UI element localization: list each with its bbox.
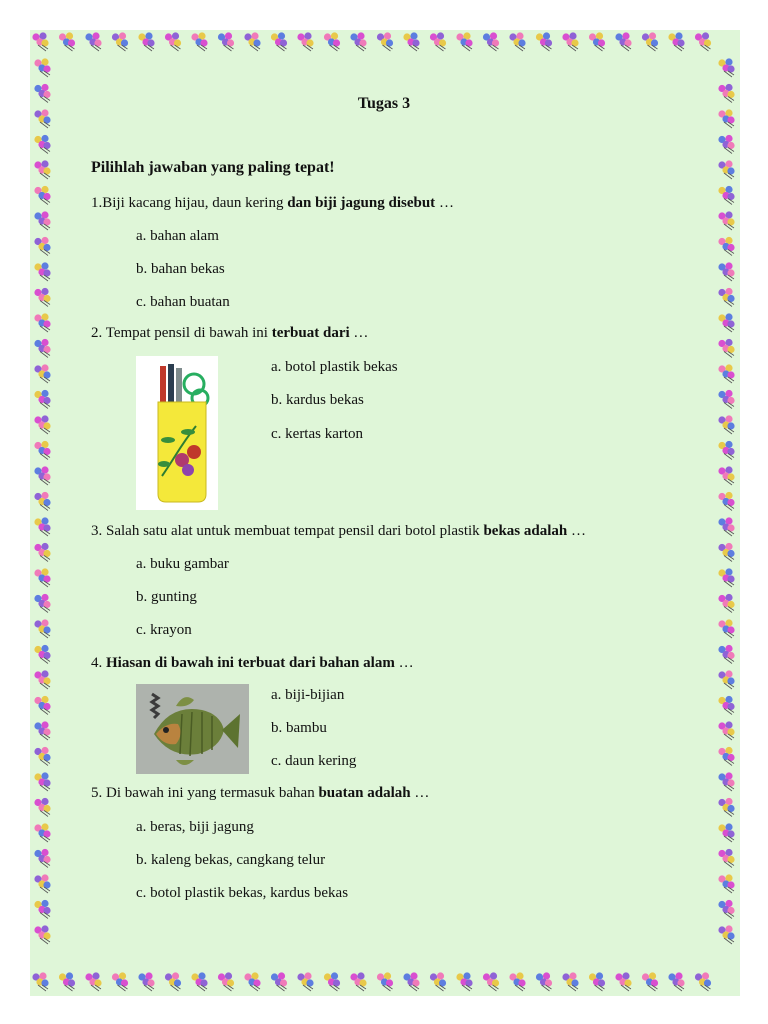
q3-option-a: a. buku gambar [136, 556, 229, 572]
q4-option-a: a. biji-bijian [271, 687, 345, 703]
leaf-fish-craft-image [136, 684, 249, 774]
worksheet-title: Tugas 3 [357, 95, 411, 112]
q5-option-c: c. botol plastik bekas, kardus bekas [136, 885, 349, 901]
q3-option-c: c. krayon [136, 622, 192, 638]
q4-option-b: b. bambu [271, 720, 327, 736]
question-1: 1.Biji kacang hijau, daun kering dan biji jagung disebut … [91, 195, 454, 211]
q1-option-c: c. bahan buatan [136, 294, 230, 310]
question-2: 2. Tempat pensil di bawah ini terbuat dari … [91, 325, 369, 341]
q1-option-a: a. bahan alam [136, 228, 219, 244]
question-3: 3. Salah satu alat untuk membuat tempat pensil dari botol plastik bekas adalah … [91, 523, 586, 539]
q3-option-b: b. gunting [136, 589, 197, 605]
q4-option-c: c. daun kering [271, 753, 357, 769]
q5-option-a: a. beras, biji jagung [136, 819, 254, 835]
pencil-holder-bottle-image [136, 356, 218, 510]
question-5: 5. Di bawah ini yang termasuk bahan buatan adalah … [91, 785, 430, 801]
q2-option-b: b. kardus bekas [271, 392, 364, 408]
question-4: 4. Hiasan di bawah ini terbuat dari bahan alam … [91, 655, 414, 671]
q1-option-b: b. bahan bekas [136, 261, 225, 277]
q2-option-a: a. botol plastik bekas [271, 359, 398, 375]
q5-option-b: b. kaleng bekas, cangkang telur [136, 852, 326, 868]
q2-option-c: c. kertas karton [271, 426, 364, 442]
instruction: Pilihlah jawaban yang paling tepat! [91, 159, 335, 176]
